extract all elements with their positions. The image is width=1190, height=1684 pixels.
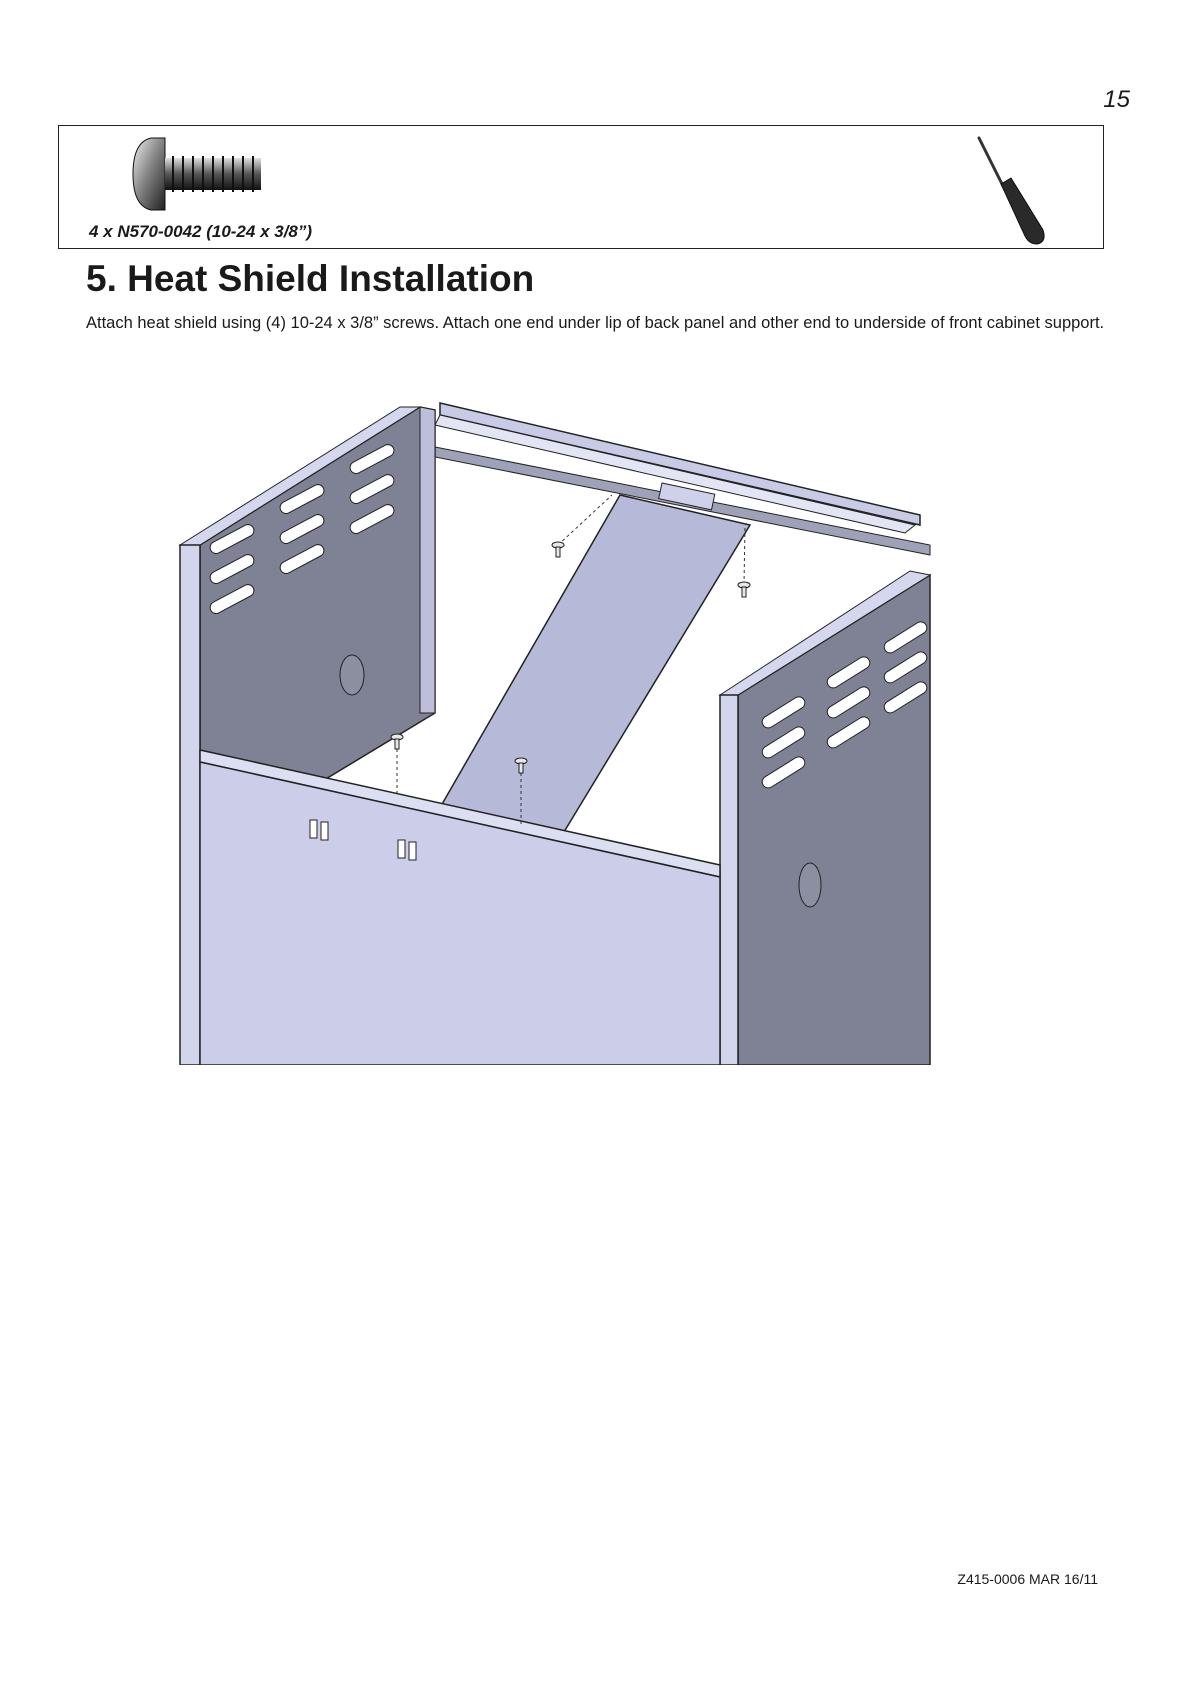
heat-shield-diagram xyxy=(170,395,990,1065)
step-title: 5. Heat Shield Installation xyxy=(86,258,535,299)
page-number: 15 xyxy=(1103,86,1130,113)
parts-caption: 4 x N570-0042 (10-24 x 3/8”) xyxy=(89,222,313,241)
step-instructions: Attach heat shield using (4) 10-24 x 3/8” screws. Attach one end under lip of back panel and other end to underside of front cabinet support. xyxy=(86,314,1105,332)
screw-icon xyxy=(131,132,271,216)
screwdriver-icon xyxy=(971,134,1051,246)
parts-box xyxy=(58,125,1104,249)
document-code: Z415-0006 MAR 16/11 xyxy=(957,1571,1098,1587)
